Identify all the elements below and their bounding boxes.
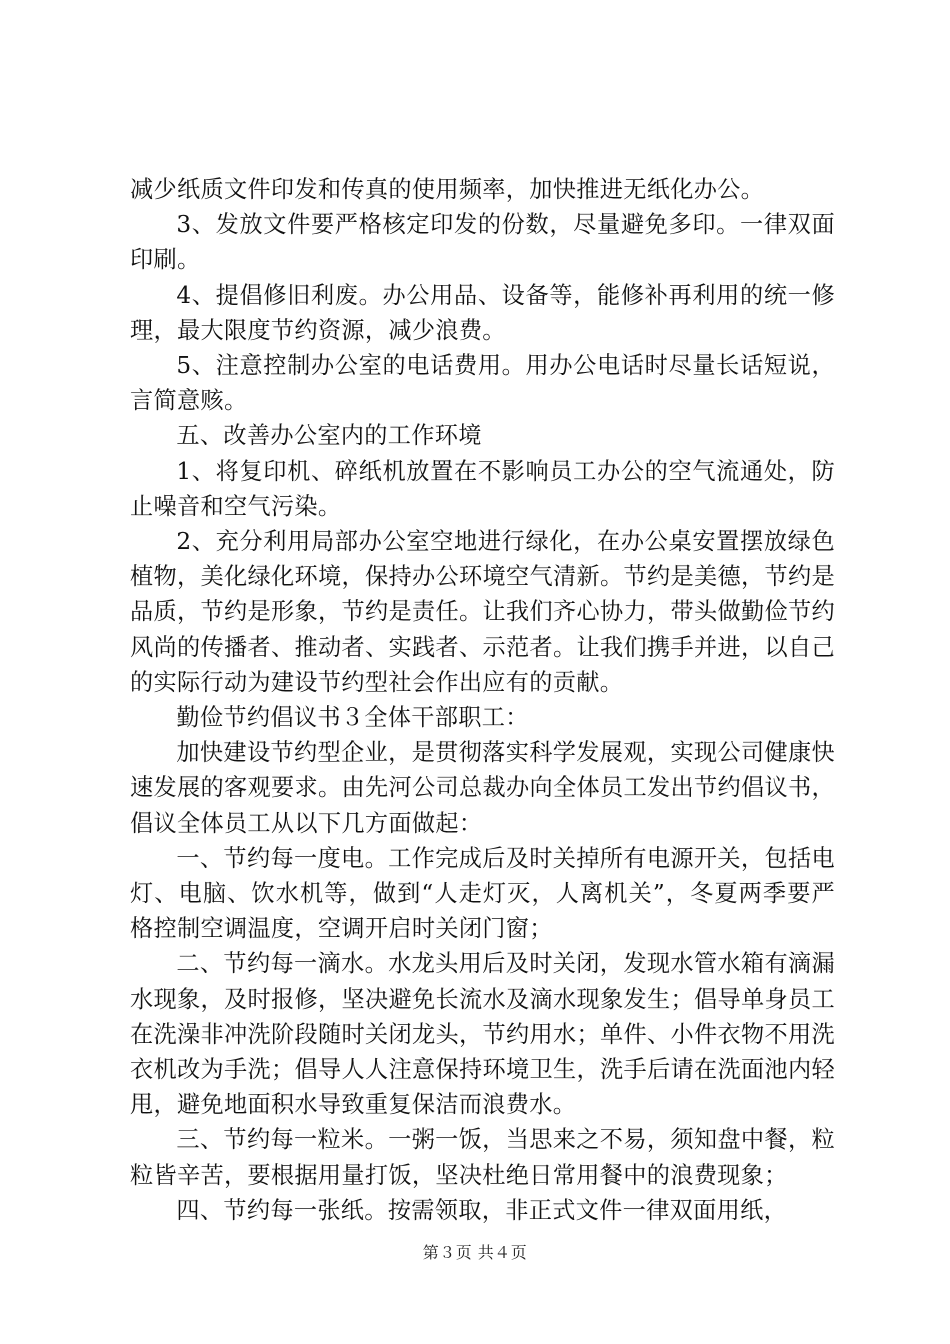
paragraph-water: 二、节约每一滴水。水龙头用后及时关闭，发现水管水箱有滴漏水现象，及时报修，坚决避免长流水及滴水现象发生；倡导单身员工在洗澡非冲洗阶段随时关闭龙头，节约用水；单件、小件衣物不用洗衣机改为手洗；倡导人人注意保持环境卫生，洗手后请在洗面池内轻甩，避免地面积水导致重复保洁而浪费水。 xyxy=(130,950,835,1119)
paragraph-intro: 加快建设节约型企业，是贯彻落实科学发展观，实现公司健康快速发展的客观要求。由先河公司总裁办向全体员工发出节约倡议书，倡议全体员工从以下几方面做起： xyxy=(130,739,835,837)
paragraph-env-2: 2、充分利用局部办公室空地进行绿化，在办公桌安置摆放绿色植物，美化绿化环境，保持办公环境空气清新。节约是美德，节约是品质，节约是形象，节约是责任。让我们齐心协力，带头做勤俭节约风尚的传播者、推动者、实践者、示范者。让我们携手并进，以自己的实际行动为建设节约型社会作出应有的贡献。 xyxy=(130,528,835,696)
section-heading-5: 五、改善办公室内的工作环境 xyxy=(176,422,482,450)
paragraph-item-4: 4、提倡修旧利废。办公用品、设备等，能修补再利用的统一修理，最大限度节约资源，减少浪费。 xyxy=(130,281,835,344)
paragraph-item-3: 3、发放文件要严格核定印发的份数，尽量避免多印。一律双面印刷。 xyxy=(130,211,835,274)
paragraph-title-3: 勤俭节约倡议书３全体干部职工： xyxy=(176,704,529,732)
paragraph-paper: 四、节约每一张纸。按需领取，非正式文件一律双面用纸， xyxy=(176,1196,788,1224)
paragraph-env-1: 1、将复印机、碎纸机放置在不影响员工办公的空气流通处，防止噪音和空气污染。 xyxy=(130,457,835,520)
page-footer: 第３页 共４页 xyxy=(422,1243,528,1262)
paragraph-continuation: 减少纸质文件印发和传真的使用频率，加快推进无纸化办公。 xyxy=(130,176,765,203)
paragraph-item-5: 5、注意控制办公室的电话费用。用办公电话时尽量长话短说，言简意赅。 xyxy=(130,352,835,415)
document-body xyxy=(130,172,835,1228)
paragraph-rice: 三、节约每一粒米。一粥一饭，当思来之不易，须知盘中餐，粒粒皆辛苦，要根据用量打饭，坚决杜绝日常用餐中的浪费现象； xyxy=(130,1126,835,1189)
paragraph-electricity: 一、节约每一度电。工作完成后及时关掉所有电源开关，包括电灯、电脑、饮水机等，做到“人走灯灭，人离机关”，冬夏两季要严格控制空调温度，空调开启时关闭门窗； xyxy=(130,844,835,943)
